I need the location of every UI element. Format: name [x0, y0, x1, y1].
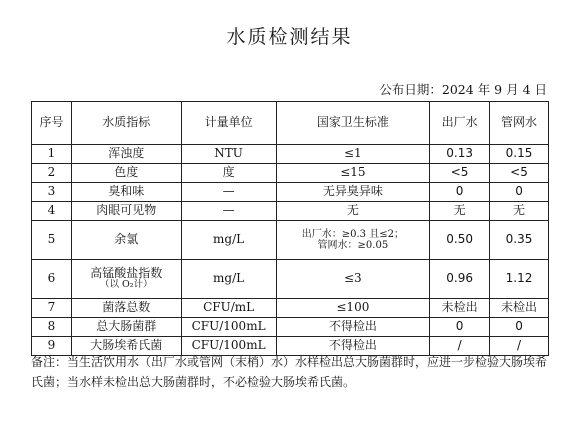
cell-unit: mg/L [181, 260, 276, 299]
publish-date: 公布日期：2024 年 9 月 4 日 [379, 82, 547, 97]
cell-plant-water: / [430, 337, 490, 356]
table-row [32, 318, 549, 337]
header-unit: 计量单位 [181, 102, 276, 145]
header-network-water: 管网水 [490, 102, 549, 145]
cell-network-water: 无 [490, 202, 549, 221]
standard-line-network: 管网水：≥0.05 [317, 240, 389, 251]
indicator-label: 高锰酸盐指数 [90, 265, 163, 280]
cell-standard: 无异臭异味 [276, 183, 430, 202]
table-row [32, 221, 549, 260]
cell-plant-water: 0 [430, 183, 490, 202]
table-row [32, 299, 549, 318]
cell-network-water: 未检出 [490, 299, 549, 318]
cell-indicator: 肉眼可见物 [71, 202, 181, 221]
cell-network-water: 0.35 [490, 221, 549, 260]
cell-no: 6 [32, 260, 72, 299]
cell-standard: 不得检出 [276, 337, 430, 356]
cell-unit: CFU/mL [181, 299, 276, 318]
header-indicator: 水质指标 [71, 102, 181, 145]
cell-network-water: / [490, 337, 549, 356]
header-standard: 国家卫生标准 [276, 102, 430, 145]
cell-indicator: 菌落总数 [71, 299, 181, 318]
cell-unit: NTU [181, 145, 276, 164]
cell-no: 1 [32, 145, 72, 164]
cell-network-water: 1.12 [490, 260, 549, 299]
cell-standard: ≤15 [276, 164, 430, 183]
footnote: 备注：当生活饮用水（出厂水或管网（末梢）水）水样检出总大肠菌群时，应进一步检验大肠埃希氏菌；当水样未检出总大肠菌群时，不必检验大肠埃希氏菌。 [31, 355, 548, 389]
cell-plant-water: 无 [430, 202, 490, 221]
cell-plant-water: 未检出 [430, 299, 490, 318]
cell-network-water: 0 [490, 318, 549, 337]
cell-standard [276, 221, 430, 260]
standard-line-plant: 出厂水：≥0.3 且≤2； [301, 228, 404, 240]
cell-no: 7 [32, 299, 72, 318]
header-plant-water: 出厂水 [430, 102, 490, 145]
cell-indicator: 色度 [71, 164, 181, 183]
cell-unit: — [181, 183, 276, 202]
cell-plant-water: 0.96 [430, 260, 490, 299]
table-header-row [32, 102, 549, 145]
cell-no: 3 [32, 183, 72, 202]
table-row [32, 164, 549, 183]
cell-network-water: 0.15 [490, 145, 549, 164]
cell-no: 4 [32, 202, 72, 221]
cell-no: 9 [32, 337, 72, 356]
page-title: 水质检测结果 [226, 26, 353, 48]
cell-unit: CFU/100mL [181, 318, 276, 337]
cell-standard: ≤100 [276, 299, 430, 318]
cell-indicator [71, 260, 181, 299]
cell-indicator: 余氯 [71, 221, 181, 260]
table-row [32, 260, 549, 299]
cell-plant-water: 0 [430, 318, 490, 337]
header-no: 序号 [32, 102, 72, 145]
cell-indicator: 浑浊度 [71, 145, 181, 164]
cell-unit: CFU/100mL [181, 337, 276, 356]
cell-standard: ≤1 [276, 145, 430, 164]
cell-plant-water: <5 [430, 164, 490, 183]
table-row [32, 145, 549, 164]
cell-unit: mg/L [181, 221, 276, 260]
cell-indicator: 臭和味 [71, 183, 181, 202]
cell-network-water: 0 [490, 183, 549, 202]
cell-no: 5 [32, 221, 72, 260]
cell-standard: 无 [276, 202, 430, 221]
table-row [32, 183, 549, 202]
cell-unit: 度 [181, 164, 276, 183]
cell-plant-water: 0.50 [430, 221, 490, 260]
cell-standard: ≤3 [276, 260, 430, 299]
cell-no: 8 [32, 318, 72, 337]
table-row [32, 202, 549, 221]
cell-network-water: <5 [490, 164, 549, 183]
indicator-sublabel: （以 O₂计） [99, 279, 153, 291]
results-table [31, 101, 549, 356]
cell-no: 2 [32, 164, 72, 183]
cell-plant-water: 0.13 [430, 145, 490, 164]
cell-unit: — [181, 202, 276, 221]
cell-standard: 不得检出 [276, 318, 430, 337]
cell-indicator: 大肠埃希氏菌 [71, 337, 181, 356]
cell-indicator: 总大肠菌群 [71, 318, 181, 337]
